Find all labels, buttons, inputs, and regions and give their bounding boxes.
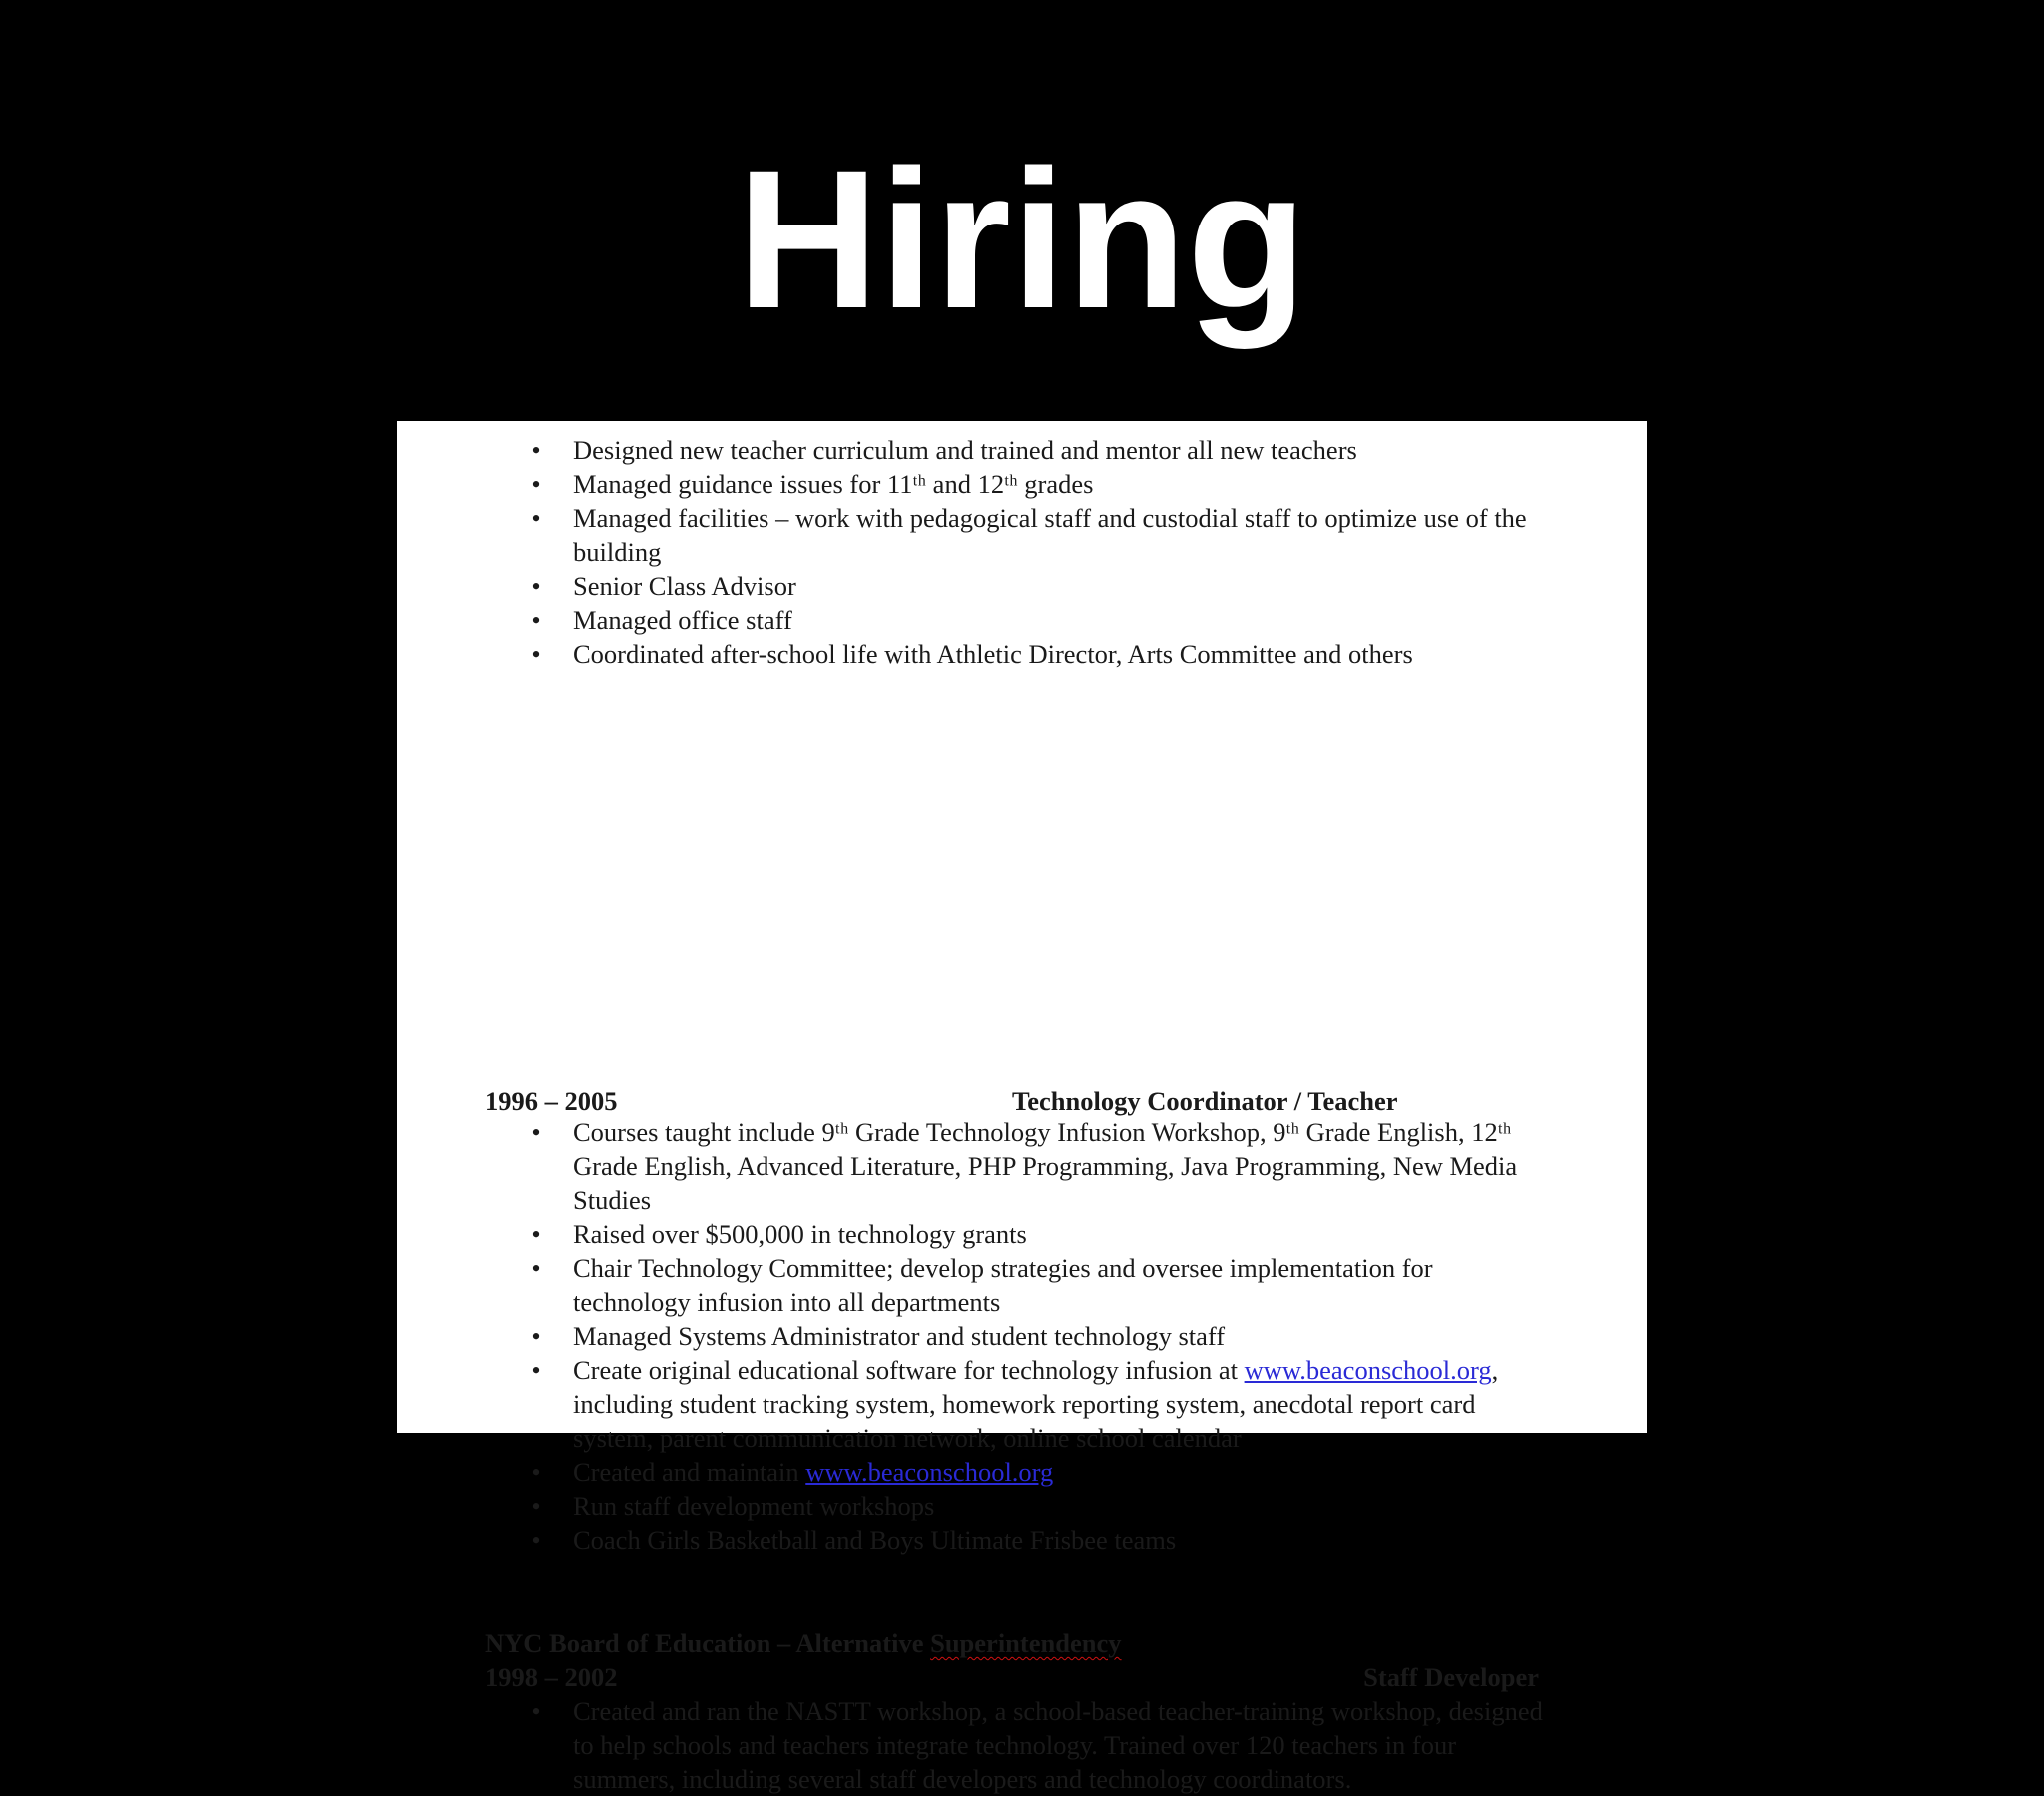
organization-heading: NYC Board of Education – Alternative Superintendency — [485, 1628, 1122, 1658]
list-item: • Chair Technology Committee; develop strategies and oversee implementation for technology infusion into all departments — [397, 1251, 1647, 1319]
job-header-technology-coordinator — [485, 1084, 1547, 1118]
resume-document — [397, 421, 1647, 1794]
beaconschool-link[interactable]: www.beaconschool.org — [805, 1457, 1054, 1487]
beaconschool-link[interactable]: www.beaconschool.org — [1244, 1355, 1492, 1385]
list-item: • Managed Systems Administrator and student technology staff — [397, 1319, 1647, 1353]
technology-coordinator-duties-list — [397, 1116, 1647, 1557]
list-item: • Managed guidance issues for 11ᵗʰ and 12ᵗʰ grades — [397, 467, 1647, 501]
list-item: • Designed new teacher curriculum and trained and mentor all new teachers — [397, 433, 1647, 467]
bullet-icon: • — [531, 1253, 541, 1283]
bullet-icon: • — [531, 1321, 541, 1351]
bullet-icon: • — [531, 571, 541, 601]
bullet-icon: • — [531, 435, 541, 465]
job-dates: 1996 – 2005 — [485, 1086, 618, 1116]
duties-list — [397, 433, 1647, 671]
bullet-icon: • — [531, 503, 541, 533]
job-dates: 1998 – 2002 — [485, 1662, 618, 1692]
list-item: • Created and ran the NASTT workshop, a school-based teacher-training workshop, designed to help schools and teachers integrate technology. Trained over 120 teachers in four summers, including several staff developers and technology coordinators. — [397, 1694, 1647, 1796]
staff-developer-duties-list — [397, 1694, 1647, 1796]
list-item: • Courses taught include 9ᵗʰ Grade Technology Infusion Workshop, 9ᵗʰ Grade English, 12ᵗʰ Grade English, Advanced Literature, PHP Programming, Java Programming, New Media Studies — [397, 1116, 1647, 1217]
list-item: • Managed office staff — [397, 603, 1647, 637]
list-item: • Create original educational software for technology infusion at www.beaconschool.org, including student tracking system, homework reporting system, anecdotal report card system, parent communication network, online school calendar — [397, 1353, 1647, 1455]
bullet-icon: • — [531, 469, 541, 499]
bullet-icon: • — [531, 1696, 541, 1726]
list-item: • Raised over $500,000 in technology grants — [397, 1217, 1647, 1251]
list-item: • Run staff development workshops — [397, 1489, 1647, 1523]
bullet-icon: • — [531, 1118, 541, 1147]
list-item: • Managed facilities – work with pedagogical staff and custodial staff to optimize use of the building — [397, 501, 1647, 569]
bullet-icon: • — [531, 1491, 541, 1521]
list-item: • Coach Girls Basketball and Boys Ultimate Frisbee teams — [397, 1523, 1647, 1557]
bullet-icon: • — [531, 1219, 541, 1249]
job-role: Staff Developer — [1363, 1662, 1539, 1692]
bullet-icon: • — [531, 1355, 541, 1385]
bullet-icon: • — [531, 605, 541, 635]
bullet-icon: • — [531, 639, 541, 669]
list-item: • Senior Class Advisor — [397, 569, 1647, 603]
slide-title: Hiring — [737, 129, 1307, 349]
spellcheck-flagged-word: Superintendency — [930, 1628, 1122, 1658]
list-item: • Created and maintain www.beaconschool.org — [397, 1455, 1647, 1489]
bullet-icon: • — [531, 1525, 541, 1555]
job-header-staff-developer — [485, 1660, 1539, 1694]
bullet-icon: • — [531, 1457, 541, 1487]
list-item: • Coordinated after-school life with Athletic Director, Arts Committee and others — [397, 637, 1647, 671]
job-role: Technology Coordinator / Teacher — [1012, 1086, 1398, 1116]
